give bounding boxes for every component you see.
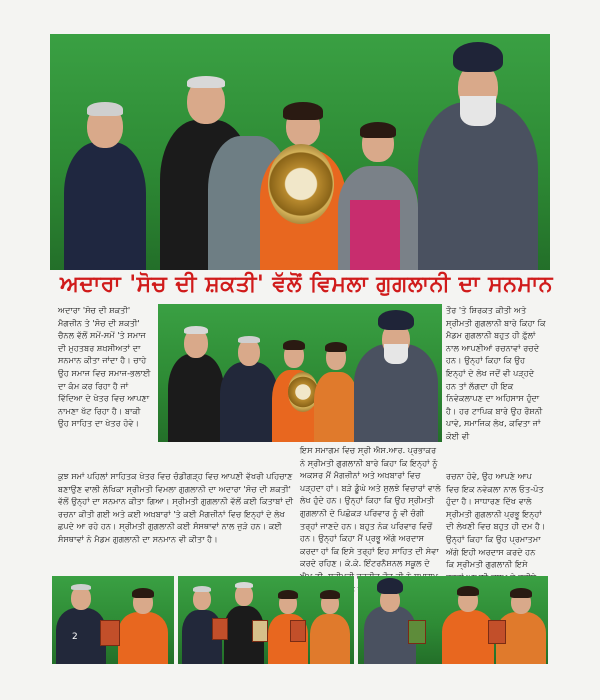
- photo-person: [314, 342, 358, 442]
- article-column-right-lower: [446, 470, 546, 574]
- book-cover: [252, 620, 268, 642]
- photo-person: [442, 586, 494, 664]
- photo-person: [64, 100, 146, 270]
- page-number: 2: [72, 632, 78, 642]
- headline: ਅਦਾਰਾ 'ਸੋਚ ਦੀ ਸ਼ਕਤੀ' ਵੱਲੋਂ ਵਿਮਲਾ ਗੁਗਲਾਨੀ ਦਾ ਸਨਮਾਨ: [60, 272, 554, 297]
- book-cover: [290, 620, 306, 642]
- award-plaque: [268, 144, 334, 224]
- article-text: ਕੁਝ ਸਮਾਂ ਪਹਿਲਾਂ ਸਾਹਿਤਕ ਖੇਤਰ ਵਿਚ ਚੰਡੀਗੜ੍ਹ ਵਿਚ ਆਪਣੀ ਵੱਖਰੀ ਪਹਿਚਾਣ ਬਣਾਉਣ ਵਾਲੀ ਲੇਖਿਕਾ ਸ੍ਰੀਮਤੀ ਵਿਮਲਾ ਗੁਗਲਾਨੀ ਦਾ ਅਦਾਰਾ 'ਸੋਚ ਦੀ ਸ਼ਕਤੀ' ਵੱਲੋਂ ਉਨ੍ਹਾਂ ਦਾ ਸਨਮਾਨ ਕੀਤਾ ਗਿਆ। ਸ੍ਰੀਮਤੀ ਗੁਗਲਾਨੀ ਵੱਲੋਂ ਕਈ ਕਿਤਾਬਾਂ ਦੀ ਰਚਨਾ ਕੀਤੀ ਗਈ ਅਤੇ ਕਈ ਅਖ਼ਬਾਰਾਂ 'ਤੇ ਕਈ ਮੈਗਜ਼ੀਨਾਂ ਵਿਚ ਇਨ੍ਹਾਂ ਦੇ ਲੇਖ ਛਪਦੇ ਆ ਰਹੇ ਹਨ। ਸ੍ਰੀਮਤੀ ਗੁਗਲਾਨੀ ਕਈ ਸੰਸਥਾਵਾਂ ਨਾਲ ਜੁੜੇ ਹਨ। ਕਈ ਸੰਸਥਾਵਾਂ ਨੇ ਮੈਡਮ ਗੁਗਲਾਨੀ ਦਾ ਸਨਮਾਨ ਵੀ ਕੀਤਾ ਹੈ।: [58, 471, 294, 544]
- article-text: ਤੌਰ 'ਤੇ ਸ਼ਿਰਕਤ ਕੀਤੀ ਅਤੇ ਸ੍ਰੀਮਤੀ ਗੁਗਲਾਨੀ ਬਾਰੇ ਕਿਹਾ ਕਿ ਮੈਡਮ ਗੁਗਲਾਨੀ ਬਹੁਤ ਹੀ ਫ਼ੁੱਲਾਂ ਨਾਲ ਆਪਣੀਆਂ ਰਚਨਾਵਾਂ ਰਚਦੇ ਹਨ। ਉਨ੍ਹਾਂ ਕਿਹਾ ਕਿ ਉਹ ਇਨ੍ਹਾਂ ਦੇ ਲੇਖ ਜਦੋਂ ਵੀ ਪੜ੍ਹਦੇ ਹਨ ਤਾਂ ਲੱਗਦਾ ਹੀ ਇਕ ਨਿਵੇਕਲਾਪਣ ਦਾ ਅਹਿਸਾਸ ਹੁੰਦਾ ਹੈ। ਹਰ ਟਾਪਿਕ ਬਾਰੇ ਉਹ ਰੌਸ਼ਨੀ ਪਾਵੇ, ਸਮਾਜਿਕ ਲੇਖ, ਕਵਿਤਾ ਜਾਂ ਕੋਈ ਵੀ: [446, 305, 546, 441]
- bottom-photo-1: [52, 576, 174, 664]
- photo-person: [168, 326, 224, 442]
- photo-person: [418, 38, 538, 270]
- top-photo: [50, 34, 550, 270]
- photo-person: [354, 308, 438, 442]
- photo-person: [118, 588, 168, 664]
- article-column-left: [58, 304, 154, 468]
- photo-person: [220, 334, 278, 442]
- bottom-photo-3: [358, 576, 548, 664]
- article-text: ਅਦਾਰਾ 'ਸੋਚ ਦੀ ਸ਼ਕਤੀ' ਮੈਗਜ਼ੀਨ ਤੇ 'ਸੋਚ ਦੀ ਸ਼ਕਤੀ' ਚੈਨਲ ਵੱਲੋਂ ਸਮੇਂ-ਸਮੇਂ 'ਤੇ ਸਮਾਜ ਦੀ ਮੁਹਤਬਰ ਸ਼ਖ਼ਸੀਅਤਾਂ ਦਾ ਸਨਮਾਨ ਕੀਤਾ ਜਾਂਦਾ ਹੈ। ਚਾਹੇ ਉਹ ਸਮਾਜ ਵਿਚ ਸਮਾਜ-ਭਲਾਈ ਦਾ ਕੰਮ ਕਰ ਰਿਹਾ ਹੈ ਜਾਂ ਵਿੱਦਿਆ ਦੇ ਖੇਤਰ ਵਿਚ ਆਪਣਾ ਨਾਮਣਾ ਖੱਟ ਰਿਹਾ ਹੈ। ਬਾਕੀ ਉਹ ਸਾਹਿਤ ਦਾ ਖੇਤਰ ਹੋਵੇ।: [58, 305, 151, 429]
- book-cover: [100, 620, 120, 646]
- article-column-middle: [300, 444, 442, 574]
- article-text: ਰਚਨਾ ਹੋਵੇ, ਉਹ ਆਪਣੇ ਆਪ ਵਿਚ ਇਕ ਨਵੇਕਲਾ ਨਾਲ ਓਤ-ਪੋਤ ਹੁੰਦਾ ਹੈ। ਸਾਧਾਰਣ ਦਿੱਖ ਵਾਲੇ ਸ੍ਰੀਮਤੀ ਗੁਗਲਾਨੀ ਪ੍ਰਭੂ ਇਨ੍ਹਾਂ ਦੀ ਲੇਖਣੀ ਵਿਚ ਬਹੁਤ ਹੀ ਦਮ ਹੈ। ਉਨ੍ਹਾਂ ਕਿਹਾ ਕਿ ਉਹ ਪ੍ਰਮਾਤਮਾ ਅੱਗੇ ਇਹੀ ਅਰਦਾਸ ਕਰਦੇ ਹਨ ਕਿ ਸ੍ਰੀਮਤੀ ਗੁਗਲਾਨੀ ਇਸੇ: [446, 471, 546, 570]
- article-text: ਇਸ ਸਮਾਗਮ ਵਿਚ ਸ੍ਰੀ ਐਸ.ਆਰ. ਪ੍ਰਭਾਕਰ ਨੇ ਸ੍ਰੀਮਤੀ ਗੁਗਲਾਨੀ ਬਾਰੇ ਕਿਹਾ ਕਿ ਇਨ੍ਹਾਂ ਨੂੰ ਅਕਸਰ ਮੈਂ ਮੈਗਜ਼ੀਨਾਂ ਅਤੇ ਅਖ਼ਬਾਰਾਂ ਵਿਚ ਪੜ੍ਹਦਾ ਹਾਂ। ਬੜੇ ਡੂੰਘੇ ਅਤੇ ਸੁਲਝੇ ਵਿਚਾਰਾਂ ਵਾਲੇ ਲੇਖ ਹੁੰਦੇ ਹਨ। ਉਨ੍ਹਾਂ ਕਿਹਾ ਕਿ ਉਹ ਸ੍ਰੀਮਤੀ ਗੁਗਲਾਨੀ ਦੇ ਪਿਛੋਕੜ ਪਰਿਵਾਰ ਨੂੰ ਵੀ ਚੰਗੀ ਤਰ੍ਹਾਂ ਜਾਣਦੇ ਹਨ। ਬਹੁਤ ਨੇਕ ਪਰਿਵਾਰ ਵਿਚੋਂ ਹਨ। ਉਨ੍ਹਾਂ ਕਿਹਾ ਮੈਂ ਪ੍ਰਭੂ ਅੱਗੇ ਅਰਦਾਸ ਕਰਦਾ ਹਾਂ ਕਿ ਇਸੇ ਤਰ੍ਹਾਂ ਇਹ ਸਾਹਿਤ ਦੀ ਸੇਵਾ ਕਰਦੇ ਰਹਿਣ। ਕੇ.ਕੇ. ਇੰਟਰਨੈਸ਼ਨਲ ਸਕੂਲ ਦੇ: [300, 445, 441, 569]
- photo-person: [310, 590, 350, 664]
- book-cover: [488, 620, 506, 644]
- middle-photo: [158, 304, 442, 442]
- article-column-right: [446, 304, 546, 468]
- bottom-photo-2: [178, 576, 354, 664]
- book-cover: [408, 620, 426, 644]
- article-column-left-lower: [58, 470, 294, 574]
- book-cover: [212, 618, 228, 640]
- photo-person: [56, 584, 106, 664]
